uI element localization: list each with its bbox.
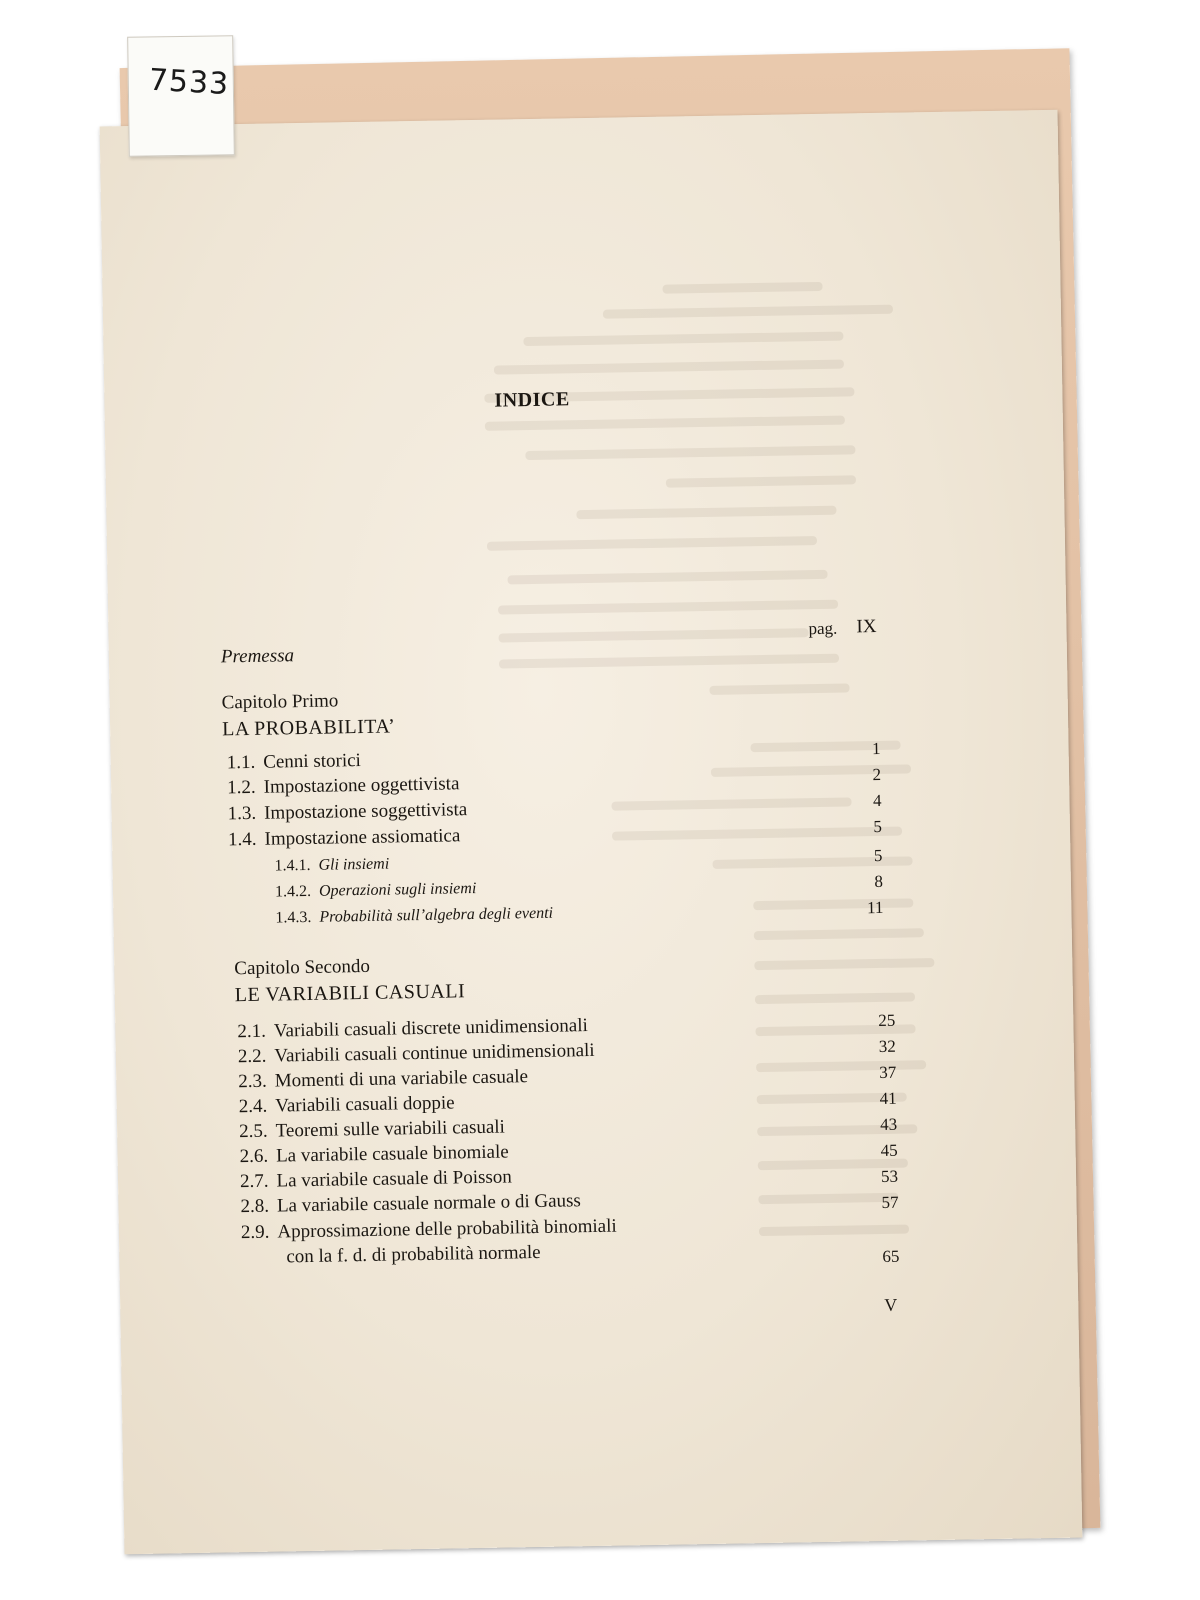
toc-subentry: 1.4.3. Probabilità sull’algebra degli eventi [275, 904, 554, 927]
toc-page-number: 1 [871, 738, 881, 759]
index-content [100, 110, 1083, 1555]
page-folio: V [884, 1294, 898, 1315]
chapter1-title: LA PROBABILITA’ [221, 715, 396, 741]
toc-entry: 2.6. La variabile casuale binomiale [239, 1141, 509, 1168]
toc-page-number: 11 [866, 897, 884, 918]
toc-subentry: 1.4.2. Operazioni sugli insiemi [274, 880, 477, 901]
toc-page-number: 5 [873, 845, 883, 866]
toc-subentry: 1.4.1. Gli insiemi [274, 855, 390, 875]
toc-entry: 2.2. Variabili casuali continue unidimensionali [237, 1039, 595, 1068]
toc-entry: 2.3. Momenti di una variabile casuale [238, 1066, 529, 1093]
premessa-page-number: IX [856, 615, 877, 638]
toc-page-number: 37 [879, 1062, 897, 1083]
toc-entry: 2.1. Variabili casuali discrete unidimensionali [237, 1015, 588, 1043]
toc-page-number: 2 [872, 764, 882, 785]
toc-page-number: 8 [874, 871, 884, 892]
chapter2-title: LE VARIABILI CASUALI [234, 980, 466, 1007]
toc-entry: 1.4. Impostazione assiomatica [227, 825, 461, 851]
toc-page-number: 4 [872, 790, 882, 811]
toc-page-number: 43 [879, 1114, 898, 1134]
premessa-entry: Premessa [220, 645, 295, 668]
toc-entry: 1.1. Cenni storici [226, 750, 362, 774]
toc-page-number: 45 [880, 1140, 898, 1160]
handwritten-tag [127, 35, 235, 156]
tag-handwritten-number: 7533 [147, 62, 231, 103]
chapter1-heading: Capitolo Primo [221, 690, 339, 714]
toc-page-number: 5 [873, 816, 883, 837]
toc-entry: 2.5. Teoremi sulle variabili casuali [238, 1116, 506, 1143]
toc-page-number: 25 [878, 1010, 896, 1031]
toc-page-number: 41 [879, 1088, 897, 1109]
toc-entry: 2.4. Variabili casuali doppie [238, 1092, 455, 1118]
toc-entry: 1.2. Impostazione oggettivista [226, 773, 460, 799]
toc-page-number: 65 [882, 1246, 900, 1266]
toc-page-number: 57 [881, 1192, 899, 1212]
toc-page-number: 53 [880, 1166, 899, 1186]
book-page [100, 110, 1083, 1555]
toc-entry-continuation: con la f. d. di probabilità normale [286, 1241, 541, 1268]
index-title: INDICE [494, 388, 570, 412]
toc-page-number: 32 [878, 1036, 896, 1057]
toc-entry: 2.7. La variabile casuale di Poisson [239, 1166, 513, 1193]
toc-entry: 2.9. Approssimazione delle probabilità binomiali [240, 1215, 617, 1244]
pag-label: pag. [808, 618, 838, 639]
chapter2-heading: Capitolo Secondo [234, 955, 371, 980]
toc-entry: 2.8. La variabile casuale normale o di Gauss [240, 1190, 582, 1218]
toc-entry: 1.3. Impostazione soggettivista [227, 799, 468, 825]
